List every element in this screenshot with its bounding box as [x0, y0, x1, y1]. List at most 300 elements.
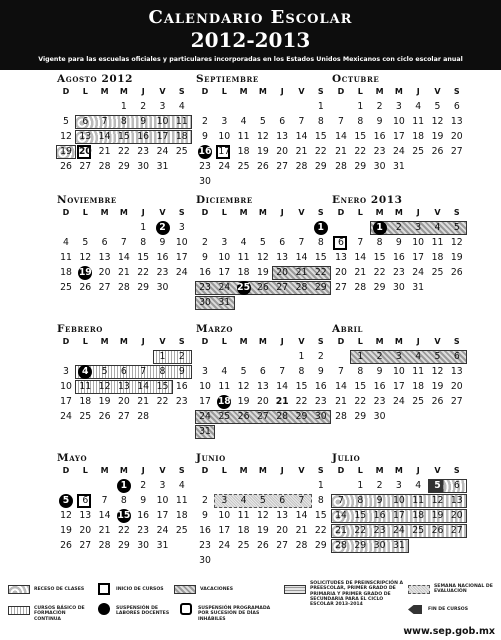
day-cell: 19 [78, 267, 92, 278]
weekday-label: J [416, 87, 420, 96]
day-cell: 5 [101, 366, 108, 377]
day-cell: 18 [217, 396, 231, 407]
day-cell: 26 [60, 540, 72, 551]
day-cell: 20 [117, 396, 130, 407]
day-cell: 1 [120, 480, 128, 491]
month-name: Julio [332, 452, 361, 464]
day-cell: 18 [237, 267, 250, 278]
day-cell: 9 [376, 116, 383, 127]
day-cell: 10 [156, 495, 169, 506]
weekday-label: V [298, 208, 305, 217]
day-cell: 25 [237, 540, 250, 551]
day-cell: 25 [79, 411, 92, 422]
day-cell: 25 [60, 282, 72, 293]
weekday-label: L [221, 466, 227, 475]
weekday-label: D [337, 337, 345, 346]
day-cell: 21 [335, 525, 347, 536]
day-cell: 25 [431, 267, 444, 278]
day-cell: 12 [60, 510, 72, 521]
day-cell: 13 [98, 252, 111, 263]
day-cell: 8 [120, 495, 127, 506]
day-cell: 1 [357, 351, 364, 362]
day-cell: 17 [392, 131, 405, 142]
day-cell: 13 [276, 252, 289, 263]
day-cell: 6 [453, 351, 460, 362]
day-cell: 28 [117, 282, 130, 293]
weekday-label: L [82, 466, 88, 475]
legend-fin-label: FIN DE CURSOS [428, 607, 469, 612]
weekday-label: S [453, 466, 460, 475]
day-cell: 21 [335, 146, 347, 157]
legend-cursos-swatch [8, 606, 30, 615]
day-cell: 19 [256, 267, 269, 278]
day-cell: 23 [392, 267, 405, 278]
day-cell: 3 [395, 480, 402, 491]
day-cell: 6 [279, 116, 286, 127]
day-cell: 21 [137, 396, 150, 407]
weekday-label: S [178, 337, 185, 346]
month-name: Junio [196, 452, 226, 464]
day-cell: 30 [156, 282, 169, 293]
weekday-label: J [141, 466, 145, 475]
day-cell: 23 [314, 396, 327, 407]
day-cell: 13 [117, 381, 130, 392]
day-cell: 20 [256, 396, 269, 407]
day-cell: 19 [256, 146, 269, 157]
weekday-label: V [434, 337, 441, 346]
day-cell: 31 [156, 540, 169, 551]
day-cell: 2 [140, 101, 147, 112]
day-cell: 6 [279, 237, 286, 248]
weekday-label: M [100, 208, 109, 217]
day-cell: 15 [354, 381, 367, 392]
weekday-label: M [394, 337, 403, 346]
day-cell: 5 [240, 366, 247, 377]
day-cell: 29 [117, 161, 130, 172]
day-cell: 12 [431, 495, 444, 506]
day-cell: 22 [373, 267, 386, 278]
weekday-label: J [416, 466, 420, 475]
day-cell: 3 [202, 366, 208, 377]
weekday-label: D [337, 87, 345, 96]
day-cell: 14 [276, 381, 289, 392]
day-cell: 8 [357, 116, 364, 127]
weekday-label: L [357, 337, 363, 346]
day-cell: 17 [412, 252, 425, 263]
weekday-label: M [375, 337, 384, 346]
day-cell: 13 [450, 366, 463, 377]
day-cell: 26 [431, 396, 444, 407]
day-cell: 3 [63, 366, 69, 377]
day-cell: 22 [314, 267, 327, 278]
day-cell: 17 [218, 525, 231, 536]
day-cell: 3 [159, 101, 166, 112]
month-8 [196, 323, 341, 443]
day-cell: 3 [395, 101, 402, 112]
day-cell: 12 [431, 116, 444, 127]
weekday-label: S [453, 208, 460, 217]
weekday-label: M [119, 466, 128, 475]
legend-solicitudes-label: SOLICITUDES DE PREINSCRIPCIÓN A PREESCOLAR, PRIMER GRADO DE PRIMARIA Y PRIMER GRADO DE SECUNDARIA PARA EL CICLO ESCOLAR 2013-2014 [310, 581, 404, 608]
day-cell: 5 [453, 222, 460, 233]
day-cell: 4 [221, 366, 228, 377]
weekday-label: M [394, 87, 403, 96]
day-cell: 5 [63, 116, 69, 127]
day-cell: 28 [98, 540, 111, 551]
day-cell: 4 [240, 495, 247, 506]
day-cell: 14 [335, 381, 347, 392]
day-cell: 9 [395, 237, 402, 248]
day-cell: 9 [178, 366, 185, 377]
day-cell: 25 [237, 161, 250, 172]
day-cell: 2 [140, 480, 147, 491]
day-cell: 26 [237, 411, 250, 422]
day-cell: 6 [120, 366, 127, 377]
day-cell: 26 [450, 267, 463, 278]
day-cell: 3 [159, 480, 166, 491]
weekday-label: M [119, 87, 128, 96]
weekday-label: J [141, 87, 145, 96]
weekday-label: S [453, 87, 460, 96]
day-cell: 17 [392, 381, 405, 392]
legend-vacaciones-label: VACACIONES [200, 587, 234, 592]
day-cell: 4 [63, 237, 69, 248]
day-cell: 7 [338, 366, 344, 377]
day-cell: 20 [98, 267, 111, 278]
weekday-label: L [82, 208, 88, 217]
day-cell: 5 [259, 495, 266, 506]
month-name: Marzo [196, 323, 234, 335]
day-cell: 10 [392, 495, 405, 506]
day-cell: 22 [314, 146, 327, 157]
day-cell: 14 [295, 510, 308, 521]
day-cell: 29 [137, 282, 150, 293]
calendar-header [0, 0, 501, 70]
weekday-label: M [100, 87, 109, 96]
day-cell: 18 [412, 510, 425, 521]
day-cell: 27 [276, 161, 289, 172]
day-cell: 17 [218, 146, 231, 157]
day-cell: 29 [314, 282, 327, 293]
weekday-label: D [201, 208, 209, 217]
day-cell: 5 [62, 495, 70, 506]
weekday-label: V [159, 208, 166, 217]
weekday-label: M [258, 87, 267, 96]
day-cell: 4 [415, 480, 422, 491]
day-cell: 20 [79, 525, 92, 536]
legend-receso-label: RECESO DE CLASES [34, 587, 85, 592]
day-cell: 26 [256, 540, 269, 551]
day-cell: 28 [335, 161, 347, 172]
day-cell: 30 [392, 282, 405, 293]
month-2 [196, 73, 341, 193]
day-cell: 1 [159, 351, 166, 362]
weekday-label: V [159, 466, 166, 475]
day-cell: 13 [276, 510, 289, 521]
day-cell: 4 [82, 366, 89, 377]
day-cell: 20 [335, 267, 347, 278]
day-cell: 5 [434, 351, 441, 362]
day-cell: 30 [137, 540, 150, 551]
legend-receso-swatch [8, 585, 30, 594]
day-cell: 18 [237, 146, 250, 157]
day-cell: 31 [156, 161, 169, 172]
weekday-label: J [280, 208, 284, 217]
day-cell: 10 [60, 381, 72, 392]
day-cell: 29 [314, 161, 327, 172]
day-cell: 15 [354, 131, 367, 142]
day-cell: 1 [317, 222, 325, 233]
day-cell: 15 [117, 131, 130, 142]
day-cell: 3 [178, 222, 185, 233]
weekday-label: L [221, 208, 227, 217]
day-cell: 25 [218, 411, 231, 422]
calendar-year: 2012-2013 [190, 28, 311, 52]
day-cell: 16 [175, 381, 188, 392]
day-cell: 2 [178, 351, 185, 362]
day-cell: 23 [373, 396, 386, 407]
day-cell: 18 [175, 131, 188, 142]
day-cell: 15 [156, 381, 169, 392]
day-cell: 31 [392, 540, 405, 551]
day-cell: 11 [412, 116, 425, 127]
day-cell: 15 [295, 381, 308, 392]
day-cell: 28 [295, 282, 308, 293]
day-cell: 15 [314, 252, 327, 263]
day-cell: 25 [412, 525, 425, 536]
weekday-label: V [159, 87, 166, 96]
weekday-label: J [416, 337, 420, 346]
month-4 [57, 194, 202, 314]
day-cell: 27 [117, 411, 130, 422]
day-cell: 19 [60, 146, 72, 157]
day-cell: 2 [202, 237, 208, 248]
weekday-label: M [375, 466, 384, 475]
day-cell: 16 [373, 381, 386, 392]
weekday-label: M [119, 337, 128, 346]
weekday-label: D [201, 466, 209, 475]
day-cell: 20 [78, 146, 92, 157]
month-name: Diciembre [196, 194, 253, 206]
month-3 [332, 73, 477, 193]
day-cell: 27 [98, 282, 111, 293]
day-cell: 1 [376, 222, 383, 233]
day-cell: 6 [453, 480, 460, 491]
day-cell: 9 [202, 510, 208, 521]
day-cell: 27 [256, 411, 269, 422]
day-cell: 17 [156, 131, 169, 142]
day-cell: 15 [373, 252, 386, 263]
day-cell: 22 [156, 396, 169, 407]
day-cell: 14 [295, 131, 308, 142]
day-cell: 11 [412, 495, 425, 506]
day-cell: 24 [218, 282, 231, 293]
day-cell: 22 [117, 146, 130, 157]
weekday-label: L [221, 87, 227, 96]
day-cell: 13 [450, 116, 463, 127]
day-cell: 30 [199, 555, 211, 566]
day-cell: 15 [314, 131, 327, 142]
day-cell: 21 [295, 525, 308, 536]
day-cell: 15 [117, 510, 131, 521]
day-cell: 10 [175, 237, 188, 248]
day-cell: 13 [79, 131, 92, 142]
day-cell: 3 [221, 495, 228, 506]
day-cell: 22 [314, 525, 327, 536]
weekday-label: M [258, 337, 267, 346]
day-cell: 29 [314, 540, 327, 551]
day-cell: 8 [317, 495, 324, 506]
day-cell: 21 [295, 146, 308, 157]
legend-evaluacion-label: SEMANA NACIONAL DE EVALUACIÓN [434, 584, 493, 595]
day-cell: 14 [98, 131, 111, 142]
month-10 [57, 452, 202, 572]
day-cell: 1 [120, 101, 127, 112]
day-cell: 29 [354, 411, 367, 422]
day-cell: 22 [354, 146, 367, 157]
day-cell: 2 [159, 222, 166, 233]
weekday-label: M [258, 466, 267, 475]
day-cell: 14 [335, 131, 347, 142]
weekday-label: S [317, 466, 324, 475]
weekday-label: M [119, 208, 128, 217]
day-cell: 16 [373, 131, 386, 142]
day-cell: 11 [237, 252, 250, 263]
day-cell: 23 [156, 267, 169, 278]
day-cell: 23 [373, 525, 386, 536]
day-cell: 19 [256, 525, 269, 536]
weekday-label: V [434, 208, 441, 217]
day-cell: 12 [79, 252, 92, 263]
legend [0, 581, 501, 626]
weekday-label: J [416, 208, 420, 217]
legend-programada-label: SUSPENSIÓN PROGRAMADA POR SUCESIÓN DE DÍAS INHÁBILES [198, 606, 271, 622]
day-cell: 24 [392, 396, 405, 407]
day-cell: 29 [354, 161, 367, 172]
day-cell: 24 [199, 411, 211, 422]
day-cell: 19 [431, 381, 444, 392]
weekday-label: M [375, 208, 384, 217]
day-cell: 2 [317, 351, 324, 362]
day-cell: 8 [140, 237, 147, 248]
day-cell: 12 [431, 366, 444, 377]
weekday-label: M [239, 208, 248, 217]
day-cell: 9 [202, 252, 208, 263]
day-cell: 7 [279, 366, 286, 377]
day-cell: 11 [79, 381, 92, 392]
day-cell: 26 [60, 161, 72, 172]
weekday-label: V [298, 87, 305, 96]
day-cell: 2 [202, 495, 208, 506]
weekday-label: M [239, 466, 248, 475]
day-cell: 26 [79, 282, 92, 293]
day-cell: 13 [79, 510, 92, 521]
day-cell: 14 [295, 252, 308, 263]
day-cell: 7 [298, 237, 305, 248]
day-cell: 16 [199, 525, 211, 536]
day-cell: 9 [140, 495, 147, 506]
day-cell: 19 [431, 510, 444, 521]
day-cell: 26 [431, 525, 444, 536]
day-cell: 18 [412, 131, 425, 142]
day-cell: 16 [137, 510, 150, 521]
day-cell: 24 [218, 161, 231, 172]
day-cell: 1 [140, 222, 147, 233]
day-cell: 3 [221, 116, 228, 127]
day-cell: 7 [120, 237, 127, 248]
day-cell: 16 [137, 131, 150, 142]
day-cell: 30 [199, 297, 211, 308]
day-cell: 23 [137, 525, 150, 536]
day-cell: 25 [175, 525, 188, 536]
day-cell: 7 [357, 237, 364, 248]
month-12 [332, 452, 477, 572]
day-cell: 30 [373, 540, 386, 551]
day-cell: 2 [376, 101, 383, 112]
legend-vacaciones-swatch [174, 585, 196, 594]
day-cell: 27 [450, 525, 463, 536]
day-cell: 2 [376, 480, 383, 491]
day-cell: 18 [79, 396, 92, 407]
day-cell: 28 [354, 282, 367, 293]
day-cell: 4 [240, 237, 247, 248]
day-cell: 8 [357, 495, 364, 506]
day-cell: 3 [395, 351, 402, 362]
day-cell: 9 [376, 366, 383, 377]
weekday-label: D [62, 87, 70, 96]
day-cell: 26 [256, 282, 269, 293]
day-cell: 28 [276, 411, 289, 422]
day-cell: 28 [295, 161, 308, 172]
weekday-label: V [298, 337, 305, 346]
day-cell: 6 [82, 116, 89, 127]
day-cell: 8 [120, 116, 127, 127]
day-cell: 4 [434, 222, 441, 233]
day-cell: 19 [450, 252, 463, 263]
weekday-label: J [141, 208, 145, 217]
day-cell: 29 [117, 540, 130, 551]
day-cell: 14 [117, 252, 130, 263]
footer-url[interactable]: www.sep.gob.mx [403, 626, 495, 637]
day-cell: 14 [98, 510, 111, 521]
day-cell: 11 [412, 366, 425, 377]
day-cell: 17 [199, 396, 211, 407]
day-cell: 10 [412, 237, 425, 248]
day-cell: 23 [175, 396, 188, 407]
day-cell: 1 [317, 101, 324, 112]
weekday-label: L [82, 337, 88, 346]
day-cell: 4 [178, 480, 185, 491]
day-cell: 4 [415, 101, 422, 112]
month-name: Mayo [57, 452, 88, 464]
weekday-label: S [453, 337, 460, 346]
legend-fin-swatch [408, 605, 422, 614]
day-cell: 6 [279, 495, 286, 506]
weekday-label: M [100, 466, 109, 475]
day-cell: 25 [237, 282, 251, 293]
day-cell: 7 [338, 116, 344, 127]
day-cell: 10 [218, 131, 231, 142]
day-cell: 24 [392, 146, 405, 157]
day-cell: 23 [199, 282, 211, 293]
day-cell: 2 [202, 116, 208, 127]
day-cell: 5 [434, 101, 441, 112]
day-cell: 14 [137, 381, 150, 392]
day-cell: 24 [156, 525, 169, 536]
day-cell: 9 [140, 116, 147, 127]
day-cell: 25 [412, 146, 425, 157]
day-cell: 24 [156, 146, 169, 157]
